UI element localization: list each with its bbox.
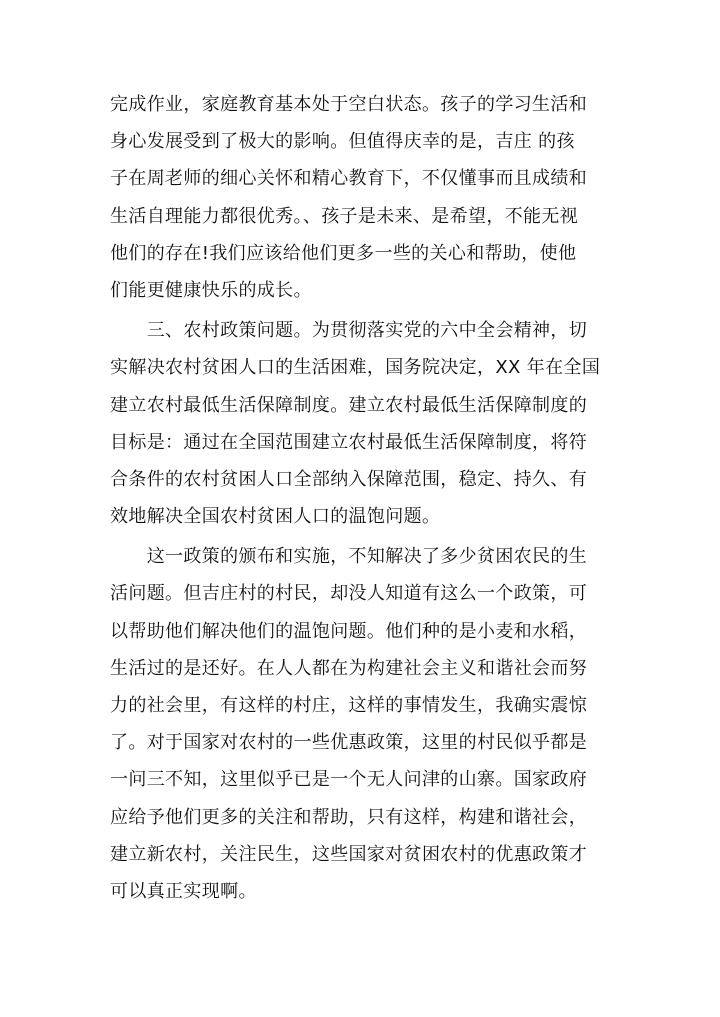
text-line: 实解决农村贫困人口的生活困难，国务院决定，XX 年在全国 — [110, 357, 601, 379]
text-line: 一问三不知，这里似乎已是一个无人问津的山寨。国家政府 — [110, 769, 588, 791]
text-line: 可以真正实现啊。 — [110, 880, 257, 902]
text-line: 以帮助他们解决他们的温饱问题。他们种的是小麦和水稻， — [110, 620, 588, 642]
text-line: 身心发展受到了极大的影响。但值得庆幸的是，吉庄 的孩 — [110, 131, 575, 153]
paragraph-2 — [110, 312, 615, 535]
text-line: 了。对于国家对农村的一些优惠政策，这里的村民似乎都是 — [110, 732, 588, 754]
text-line: 子在周老师的细心关怀和精心教育下，不仅懂事而且成绩和 — [110, 168, 588, 190]
text-line: 建立新农村，关注民生，这些国家对贫困农村的优惠政策才 — [110, 843, 588, 865]
text-line: 建立农村最低生活保障制度。建立农村最低生活保障制度的 — [110, 394, 588, 416]
text-line: 三、农村政策问题。为贯彻落实党的六中全会精神，切 — [110, 320, 588, 342]
document-body — [110, 86, 615, 910]
paragraph-1 — [110, 86, 615, 309]
text-line: 力的社会里，有这样的村庄，这样的事情发生，我确实震惊 — [110, 695, 588, 716]
text-line: 完成作业，家庭教育基本处于空白状态。孩子的学习生活和 — [110, 94, 588, 115]
text-line: 目标是：通过在全国范围建立农村最低生活保障制度，将符 — [110, 431, 588, 453]
text-line: 效地解决全国农村贫困人口的温饱问题。 — [110, 506, 441, 528]
text-line: 他们的存在!我们应该给他们更多一些的关心和帮助，使他 — [110, 242, 577, 264]
text-line: 应给予他们更多的关注和帮助，只有这样，构建和谐社会， — [110, 806, 588, 828]
text-line: 活问题。但吉庄村的村民，却没人知道有这么一个政策，可 — [110, 583, 588, 605]
text-line: 们能更健康快乐的成长。 — [110, 279, 312, 301]
text-line: 生活自理能力都很优秀。、孩子是未来、是希望，不能无视 — [110, 205, 579, 227]
text-line: 这一政策的颁布和实施，不知解决了多少贫困农民的生 — [110, 546, 588, 568]
text-line: 合条件的农村贫困人口全部纳入保障范围，稳定、持久、有 — [110, 468, 588, 490]
paragraph-3 — [110, 538, 615, 910]
text-line: 生活过的是还好。在人人都在为构建社会主义和谐社会而努 — [110, 657, 588, 679]
